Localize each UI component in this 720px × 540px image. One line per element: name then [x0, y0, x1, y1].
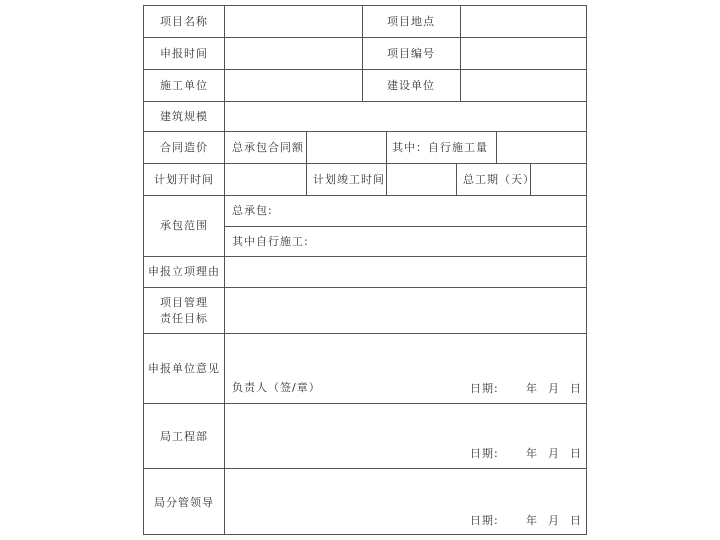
row-line: [143, 131, 586, 132]
total-duration-label: 总工期（天）: [463, 173, 535, 186]
total-duration-field[interactable]: [536, 173, 580, 187]
opinion-year-label: 年: [526, 382, 538, 395]
col-line: [460, 5, 461, 101]
row-line: [143, 287, 586, 288]
application-date-field[interactable]: [232, 47, 356, 61]
col-line: [306, 131, 307, 195]
total-contract-amount-field[interactable]: [312, 141, 380, 155]
dept-year-label: 年: [526, 447, 538, 460]
row-line: [143, 163, 586, 164]
opinion-date-label: 日期:: [470, 382, 499, 395]
row-line: [143, 333, 586, 334]
col-line: [456, 163, 457, 195]
project-number-field[interactable]: [468, 47, 578, 61]
builder-field[interactable]: [468, 79, 578, 93]
row-line: [143, 5, 586, 6]
opinion-day-label: 日: [570, 382, 582, 395]
project-name-label: 项目名称: [160, 15, 208, 28]
building-scale-field[interactable]: [232, 110, 578, 124]
application-date-label: 申报时间: [160, 47, 208, 60]
self-construction-amount-field[interactable]: [502, 141, 580, 155]
project-location-label: 项目地点: [387, 15, 435, 28]
col-line: [586, 5, 587, 535]
col-line: [143, 5, 144, 535]
total-contract-amount-label: 总承包合同额: [232, 141, 304, 154]
row-line: [143, 256, 586, 257]
leader-day-label: 日: [570, 514, 582, 527]
planned-completion-field[interactable]: [392, 173, 450, 187]
management-target-field[interactable]: [232, 303, 578, 317]
col-line: [386, 131, 387, 195]
row-line: [143, 468, 586, 469]
row-line: [143, 403, 586, 404]
management-target-label-line2: 责任目标: [160, 312, 208, 325]
row-line: [224, 226, 586, 227]
self-construction-amount-label: 其中：自行施工量: [392, 141, 488, 154]
management-target-label-line1: 项目管理: [160, 296, 208, 309]
project-name-field[interactable]: [232, 15, 356, 29]
row-line: [143, 195, 586, 196]
project-reason-label: 申报立项理由: [148, 265, 220, 278]
contractor-field[interactable]: [232, 79, 356, 93]
building-scale-label: 建筑规模: [160, 110, 208, 123]
leader-month-label: 月: [548, 514, 560, 527]
leader-date-label: 日期:: [470, 514, 499, 527]
col-line: [224, 5, 225, 535]
signer-label: 负责人（签/章）: [232, 381, 321, 394]
row-line: [143, 534, 586, 535]
dept-day-label: 日: [570, 447, 582, 460]
opinion-month-label: 月: [548, 382, 560, 395]
contractor-label: 施工单位: [160, 79, 208, 92]
general-contract-label: 总承包:: [232, 204, 273, 217]
row-line: [143, 101, 586, 102]
planned-completion-label: 计划竣工时间: [313, 173, 385, 186]
planned-start-field[interactable]: [232, 173, 300, 187]
row-line: [143, 69, 586, 70]
builder-label: 建设单位: [387, 79, 435, 92]
dept-date-label: 日期:: [470, 447, 499, 460]
bureau-leader-label: 局分管领导: [154, 496, 214, 509]
contract-cost-label: 合同造价: [160, 141, 208, 154]
leader-year-label: 年: [526, 514, 538, 527]
col-line: [496, 131, 497, 163]
project-location-field[interactable]: [468, 15, 578, 29]
planned-start-label: 计划开时间: [154, 173, 214, 186]
col-line: [362, 5, 363, 101]
engineering-dept-label: 局工程部: [160, 430, 208, 443]
contract-scope-label: 承包范围: [160, 219, 208, 232]
row-line: [143, 37, 586, 38]
dept-month-label: 月: [548, 447, 560, 460]
project-reason-field[interactable]: [232, 265, 578, 279]
applicant-opinion-label: 申报单位意见: [148, 362, 220, 375]
project-number-label: 项目编号: [387, 47, 435, 60]
self-construction-scope-label: 其中自行施工:: [232, 235, 309, 248]
